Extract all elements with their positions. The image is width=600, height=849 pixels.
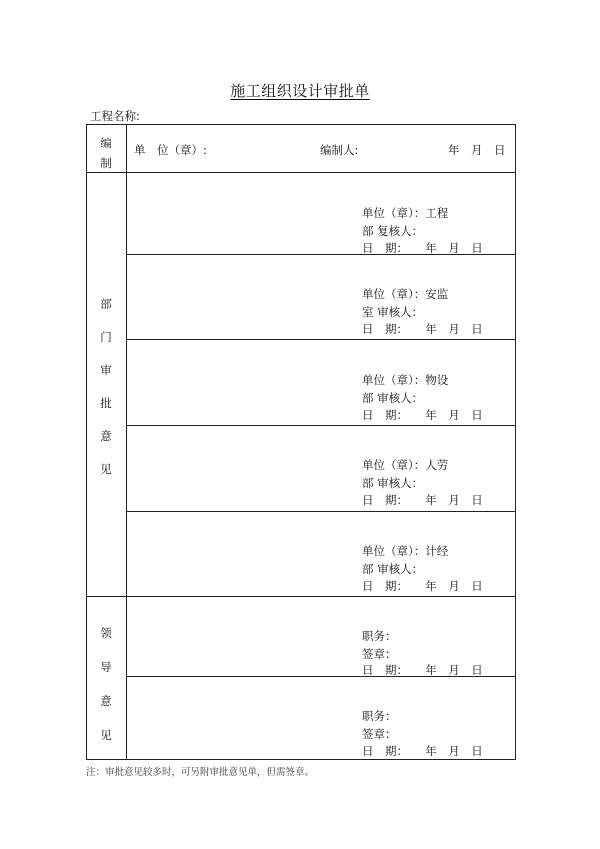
row-divider bbox=[126, 425, 516, 426]
dept-row-date: 日 期： 年 月 日 bbox=[362, 322, 483, 336]
dept-row-unit: 单位（章）：工程 bbox=[362, 206, 449, 220]
dept-row-date: 日 期： 年 月 日 bbox=[362, 241, 483, 254]
dept-row-reviewer: 部 复核人： bbox=[362, 224, 424, 238]
preparer-label: 编制人: bbox=[320, 143, 359, 157]
dept-row-reviewer: 部 审核人： bbox=[362, 562, 424, 576]
column-divider bbox=[126, 124, 127, 760]
leader-row-position: 职务： bbox=[362, 629, 397, 643]
dept-row-date: 日 期： 年 月 日 bbox=[362, 408, 483, 422]
dept-row-date: 日 期： 年 月 日 bbox=[362, 579, 483, 593]
side-char: 审 bbox=[100, 363, 112, 377]
side-char: 导 bbox=[100, 660, 112, 674]
section-divider bbox=[86, 596, 516, 597]
header-row-divider bbox=[86, 172, 516, 173]
leader-row-position: 职务： bbox=[362, 709, 397, 723]
project-name-label: 工程名称: bbox=[90, 109, 140, 123]
dept-row-date: 日 期： 年 月 日 bbox=[362, 493, 483, 507]
dept-row-unit: 单位（章）：计经 bbox=[362, 544, 449, 558]
dept-row-reviewer: 室 审核人： bbox=[362, 305, 424, 319]
leader-row-signature: 签章： bbox=[362, 727, 397, 741]
page-title: 施工组织设计审批单 bbox=[230, 82, 370, 100]
unit-stamp-label: 单 位（章）: bbox=[134, 143, 207, 157]
dept-row-unit: 单位（章）：安监 bbox=[362, 287, 449, 301]
leader-row-date: 日 期： 年 月 日 bbox=[362, 744, 483, 758]
side-char: 见 bbox=[100, 728, 112, 742]
side-char: 见 bbox=[100, 462, 112, 476]
side-char: 编 bbox=[100, 136, 112, 150]
side-char: 批 bbox=[100, 396, 112, 410]
dept-row-unit: 单位（章）：人劳 bbox=[362, 458, 449, 472]
row-divider bbox=[126, 511, 516, 512]
side-char: 意 bbox=[100, 694, 112, 708]
side-char: 制 bbox=[100, 156, 112, 170]
leader-side-label bbox=[86, 625, 126, 743]
row-divider bbox=[126, 676, 516, 677]
dept-row-reviewer: 部 审核人： bbox=[362, 476, 424, 490]
side-char: 意 bbox=[100, 429, 112, 443]
leader-row-date: 日 期： 年 月 日 bbox=[362, 663, 483, 675]
header-date-label: 年 月 日 bbox=[448, 143, 506, 157]
side-char: 部 bbox=[100, 297, 112, 311]
side-char: 门 bbox=[100, 330, 112, 344]
dept-row-reviewer: 部 审核人： bbox=[362, 391, 424, 405]
dept-row-unit: 单位（章）：物设 bbox=[362, 373, 449, 387]
leader-row-signature: 签章： bbox=[362, 647, 397, 661]
footnote: 注：审批意见较多时，可另附审批意见单，但需签章。 bbox=[86, 767, 315, 778]
row-divider bbox=[126, 254, 516, 255]
side-char: 领 bbox=[100, 626, 112, 640]
header-side-label bbox=[86, 135, 126, 171]
row-divider bbox=[126, 339, 516, 340]
dept-side-label bbox=[86, 296, 126, 477]
